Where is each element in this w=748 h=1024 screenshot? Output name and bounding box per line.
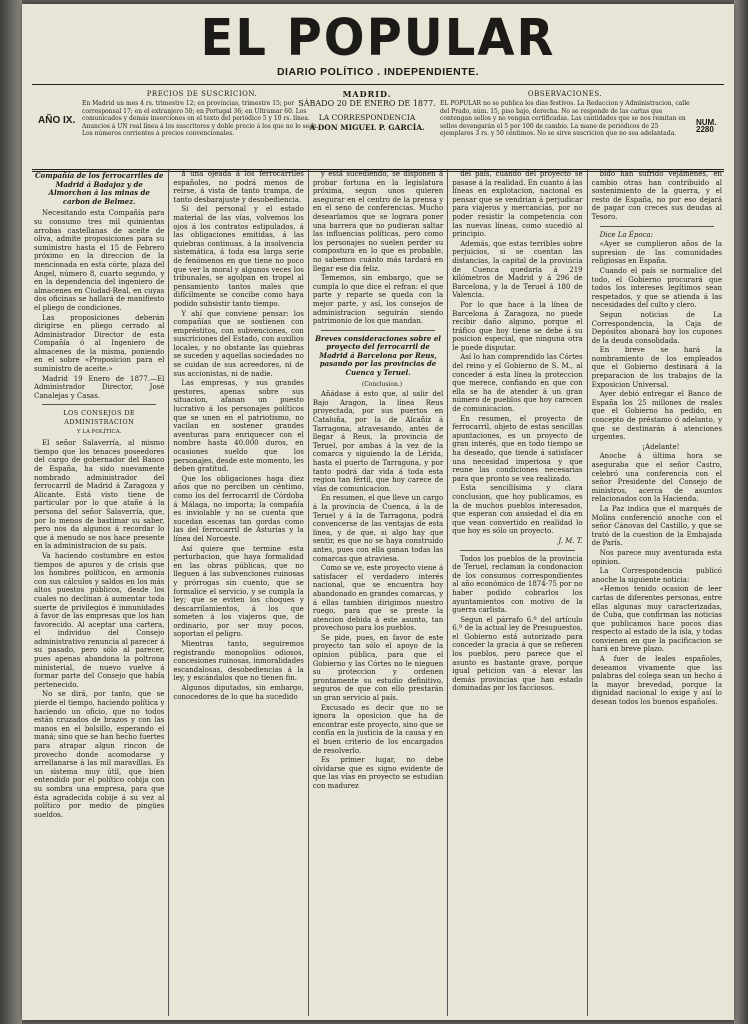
paragraph: Ayer debió entregar el Banco de España los 25 millones de reales que el Gobierno ha pedido, en concepto de préstamo ó adelanto, y que se destinarán á atenciones urgentes. [591, 390, 723, 442]
dateline-box [292, 91, 442, 132]
paragraph: bido han sufrido vejámenes, en cambio otras han contribuido al sostenimiento de la guerra, y el resto de España, no por eso dejará de pagar con creces sus deudas al Tesoro. [591, 170, 723, 221]
article-heading: Breves consideraciones sobre el proyecto del ferrocarril de Madrid á Barcelona por Reus, pasando por las provincias de Cuenca y Teruel. [315, 333, 441, 378]
paragraph: Por lo que hace á la línea de Barcelona á Zaragoza, no puede recibir daño alguno, porque el tráfico que hoy tiene se debe á su posicion especial, que ninguna otra le puede disputar. [452, 300, 583, 352]
paragraph: Todos los pueblos de la provincia de Teruel, reclaman la condonacion de los consumos correspondientes al año económico de 1874-75 por no haber podido cobrarlos los ayuntamientos con motivo de la guerra carlista. [452, 554, 583, 615]
paragraph: Es primer lugar, no debe olvidarse que es signo evidente de que las vías en proyecto se estudian con madurez [312, 756, 444, 790]
subscription-title: PRECIOS DE SUSCRICION. [146, 90, 258, 98]
info-bar [32, 91, 724, 165]
newspaper-page [22, 4, 734, 1020]
observations-text: EL POPULAR no se publica los dias festivos. La Redaccion y Administracion, calle del Prado, núm. 15, piso bajo, derecha. No se responde de las cartas que contengan sellos y no vengan certificadas. Las cantidades que se nos remitan en sellos devengarán el 5 por 100 de cambio. La mano de periódicos de 25 ejemplares 3 rs. y 50 céntimos. No se sirve suscricion que no sea adelantada. [440, 100, 690, 138]
page-edge-left [0, 0, 22, 1024]
subscription-text: En Madrid un mes 4 rs. trimestre 12; en provincias, trimestre 15; por corresponsal 17; en el extranjero 50; en Portugal 36; en Ultramar 60. Los comunicados y demás inserciones en el texto del periódico 5 y 10 rs. línea. Anuncios á UN real línea á los suscritores y doble precio á los que no lo sean. Los números corrientes á precios convencionales. [82, 100, 319, 138]
column-divider [42, 404, 156, 405]
paragraph: Tememos, sin embargo, que se cumpla lo que dice el refran: el que parte y reparte se queda con la mejor parte, y así, los consejos de administracion seguirán siendo patrimonio de los que mandan. [312, 274, 444, 326]
column-3 [309, 170, 448, 1016]
paragraph: Si del personal y el estado material de las vías, volvemos los ojos á los contratos estipulados, á las obligaciones emitidas, á las quiebras continuas, á la insolvencia sistemática, á toda esa larga serie de fenómenos en que tiene no poco que ver la moral y algunos veces los tribunales, se agolpan en tropel al pensamiento tantos males que difícilmente se concibe como haya podido subsistir tanto tiempo. [173, 205, 304, 308]
correspondence-label: LA CORRESPONDENCIA [318, 112, 416, 122]
article-columns [30, 170, 726, 1016]
paragraph: Necesitando esta Compañía para su consumo tres mil quinientas arrobas castellanas de aceite de oliva, admite proposiciones para su suministro hasta el 15 de Febrero próximo en la direccion de la mencionada en esta córte, plaza del Angel, número 8, cuarto segundo, y en la dependencia del ingeniero de almacenes en Ciudad-Real, en cuyas dos oficinas se hallará de manifiesto el pliego de condiciones. [34, 209, 165, 312]
newspaper-subtitle: DIARIO POLÍTICO . INDEPENDIENTE. [276, 66, 480, 78]
issue-number: NUM. 2280 [696, 118, 717, 135]
paragraph: y está sucediendo, se disponen á probar fortuna en la legislatura próxima, segun unos quieren asegurar en el centro de la prensa y en el seno de conferencias. Mucho desearíamos que se lograra poner una barrera que no pudieran saltar las influencias políticas, pero como los personajes no suelen perder su compostura en lo que es probable, no sabemos cuánto más tardará en llegar ese dia feliz. [312, 170, 444, 273]
paragraph: ¡Adelante! [642, 442, 680, 451]
observations-box [440, 91, 690, 137]
column-2 [169, 170, 308, 1016]
column-divider [460, 550, 574, 551]
paragraph: Va haciendo costumbre en estos tiempos de apuros y de crisis que los hombres políticos, en armonía con sus cálculos y saldos en los más altos puestos públicos, desde los cuales no declinan á aumentar toda suerte de privilegios é inmunidades á favor de las empresas que los han favorecido. Al aceptar una cartera, el individuo del Consejo administrativo renuncia al parecer á su pasado, pero sólo al parecer, pues apenas abandona la poltrona ministerial, de nuevo vuelve á formar parte del Consejo que había pertenecido. [34, 551, 165, 689]
paragraph: En resumen, el que lleve un cargo á la provincia de Cuenca, á la de Teruel y á la de Tarragona, podrá convencerse de las ventajas de esta linea, y de que, si algo hay que sentir, es que no se haya construido antes, pues con ella ganan todas las comarcas que atraviesa. [312, 494, 444, 563]
year-label: AÑO IX. [38, 115, 76, 126]
paragraph: Mientras tanto, seguiremos registrando monopolios odiosos, concesiones ruinosas, inmoralidades escandalosas, desobediencias á la ley, y escándalos que no tienen fin. [173, 640, 304, 683]
subscription-box [82, 91, 322, 137]
paragraph: Se pide, pues, en favor de este proyecto tan sólo el apoyo de la opinion pública, para que el Gobierno y las Córtes no le nieguen su proteccion y ordenen prontamente su estudio definitivo, seguros de que con ello prestarán un gran servicio al país. [312, 633, 444, 703]
paragraph: Que los obligaciones haga diez años que no perciben un céntimo, como los del ferrocarril de Córdoba á Málaga, no importa; la compañía es inviolable y no se cuenta que sucedan escenas tan gordas como las del ferrocarril de Asturias y la línea del Noroeste. [173, 474, 304, 543]
city: MADRID. [342, 89, 392, 99]
article-continuation: (Conclusion.) [361, 380, 403, 388]
paragraph: Esta sencillísima y clara conclusion, que hoy publicamos, es la de muchos pueblos interesados, que esperan con ansiedad el dia en que vean convertido en realidad lo que hoy es sólo un proyecto. [452, 484, 583, 536]
issue-date: SÁBADO 20 DE ENERO DE 1877. [298, 99, 436, 109]
section-heading: LOS CONSEJOS DE ADMINISTRACION [63, 409, 136, 427]
newspaper-title: EL POPULAR [200, 8, 556, 68]
article-signature: J. M. T. [558, 536, 583, 545]
paragraph: Así quiere que termine esta perturbacion, que haya formalidad en las obras públicas, que no lleguen á las subvenciones ruinosas y prórrogas sin cuento, que se formalice el servicio, y se cumpla la ley; que se eviten los choques y descarrilamientos, á los que someten á los viajeros que, de ordinario, por ser muy pocos, soportan el peligro. [173, 544, 304, 639]
column-divider [321, 330, 435, 331]
paragraph: La Paz indica que el marqués de Molins conferenció anoche con el señor Cánovas del Castillo, y que se trató de la cuestion de la Embajada de París. [591, 504, 723, 548]
paragraph: Como se ve, este proyecto viene á satisfacer el verdadero interés nacional, que se encuentra hoy abandonado en grandes comarcas, y á ellas tambien dirigimos nuestro ruego, para que se preste la atencion debida á este asunto, tan provechoso para los pueblos. [312, 564, 444, 633]
paragraph: Además, que estas terribles sobre perjuicios, si se cuentan las distancias, la capital de la provincia de Cuenca quedaria á 219 kilómetros de Madrid y á 296 de Barcelona, y la de Teruel á 180 de Valencia. [452, 239, 583, 300]
paragraph: Cuando el país se normalice del todo, el Gobierno procurará que todos los intereses legítimos sean respetados, y que se atienda á las necesidades del culto y clero. [591, 266, 723, 310]
paragraph: Las proposiciones deberán dirigirse en pliego cerrado al Administrador Director de esta Compañía ó al Ingeniero de almacenes de la misma, poniendo en el sobre «Proposicion para el suministro de aceite.» [34, 313, 165, 374]
paragraph: Nos parece muy aventurada esta opinion. [591, 548, 723, 566]
paragraph: Algunos diputados, sin embargo, conocedores de lo que ha sucedido [173, 684, 304, 701]
page-edge-right [734, 0, 748, 1024]
paragraph: A fuer de leales españoles, deseamos vivamente que las palabras del colega sean un hecho á la mayor brevedad, porque la dignidad nacional lo exige y así lo desean todos los buenos españoles. [591, 655, 723, 707]
paragraph: Así lo han comprendido las Córtes del reino y el Gobierno de S. M., al conceder á esta línea la proteccion que merece, confiando en que con ella se ha de atender á un gran número de pueblos que hoy carecen de comunicacion. [452, 353, 583, 414]
correspondence-addressee: Á DON MIGUEL P. GARCÍA. [309, 123, 425, 133]
paragraph: Excusado es decir que no se ignora la oposicion que ha de encontrar este proyecto, sino que se confía en la justicia de la causa y en el buen criterio de los encargados de resolverlo. [312, 703, 444, 755]
column-4 [448, 170, 587, 1016]
paragraph: del país, cuando del proyecto se pasase á la realidad. En cuanto á las líneas en explotacion, nacional es pensar que se vendrian á perjudicar para viajeros y mercancías, por no poder resistir la competencia con las nuevas líneas, como sucedió al principio. [452, 170, 583, 239]
section-subheading: Y LA POLÍTICA. [76, 428, 122, 435]
column-5 [588, 170, 726, 1016]
paragraph: Anoche á última hora se aseguraba que el señor Castro, celebró una conferencia con el señor Presidente del Consejo de ministros, acerca de asuntos relacionados con la Hacienda. [591, 452, 723, 504]
paragraph-lead: Dice La Época: [599, 230, 654, 239]
paragraph: La Correspondencia publicó anoche la siguiente noticia: [591, 567, 723, 584]
paragraph: El señor Salaverría, al mismo tiempo que los tenaces poseedores del cargo de gobernador del Banco de España, ha sido nuevamente nombrado administrador del ferrocarril de Madrid á Zaragoza y Alicante. Está visto tiene de particular por lo que atañe á la persona del señor Salaverría, que, por lo menos de bastimar su saber, pero nos da algunos á recordar lo que á menudo se nos hace presente en la administracion de su país. [34, 439, 165, 551]
masthead-rule [32, 84, 724, 85]
masthead [22, 4, 734, 78]
paragraph: En resumen, el proyecto de ferrocarril, objeto de estas sencillas apuntaciones, es un proyecto de gran interés, que en todo tiempo se ha deseado, que tiende á satisfacer una necesidad imperiosa y que reune las condiciones necesarias para que pronto se vea realizado. [452, 414, 583, 483]
paragraph: Y ahí que conviene pensar: los compañías que se sostienen con empréstitos, con subvenciones, con suscriciones del Estado, con auxilios locales, y no obstante las quiebras se suceden y aquellas sociedades no se cuidan de sus acreedores, ni de sus accionistas, ni de nadie. [173, 309, 304, 378]
paragraph: Segun noticias de La Correspondencia, la Caja de Depósitos abonará hoy los cupones de la deuda consolidada. [591, 310, 723, 345]
paragraph: Madrid 19 Enero de 1877.—El Administrador Director, José Canalejas y Casas. [34, 374, 165, 400]
column-1 [30, 170, 169, 1016]
paragraph: Las empresas, y sus grandes gestores, apenas sobre sus situacion, afanan un puesto lucrativo á los personajes políticos que se unen en el patriotismo, no vacilan en sostener grandes aventuras para enriquecer con el nombre hasta 40.000 duros, en ocasiones sueldo que los personajes, desde este momento, les deben gratitud. [173, 379, 304, 474]
article-heading: Compañía de los ferrocarriles de Madrid á Badajoz y de Almorchon á las minas de carbon de Belmez. [34, 171, 164, 206]
paragraph: á una ojeada á los ferrocarriles españoles, no podrá menos de reirse, á vista de tanto trampa, de tanto desbarajuste y desobediencia. [173, 170, 304, 204]
observations-title: OBSERVACIONES. [527, 90, 603, 98]
paragraph: Segun el párrafo 6.º del artículo 6.º de la actual ley de Presupuestos, el Gobierno está autorizado para conceder la gracia á que se refieren los pueblos, pero parece que el asunto es bastante grave, porque igual peticion van á elevar las demás provincias que han estado dominadas por los facciosos. [452, 615, 583, 693]
column-divider [600, 226, 714, 227]
paragraph: «Hemos tenido ocasion de leer cartas de diferentes personas, entre ellas algunas muy caracterizadas, de Cuba, que confirman las noticias que publicamos hace pocos dias respecto al estado de la isla, y todas convienen en que la pacificacion se hará en breve plazo. [591, 585, 723, 654]
paragraph: «Ayer se cumplieron años de la supresion de las comunidades religiosas en España. [591, 240, 723, 266]
paragraph: No se dirá, por tanto, que se pierde el tiempo, haciendo política y haciendo un oficio, que no todos están cruzados de brazos y con las manos en el bolsillo, esperando el maná; sino que se han hecho fuertes para atrapar algun rincon de provecho donde acomodarse y arrellanarse á las mil maravillas. Es un sistema muy útil, que bien entendido por el político cobija con su sombra una empresa, para que ésta agradecida cobije á su vez al político por medio de pingües sueldos. [34, 690, 165, 819]
paragraph: En breve se hará la nombramiento de los empleados que el Gobierno destinará á la preparacion de los trabajos de la Exposicion Universal. [591, 346, 723, 389]
paragraph: Añádase á esto que, al salir del Bajo Aragon, la línea Reus proyectada, por sus puertos en Cataluña, por la de Alcañiz á Tarragona, atravesando, antes de llegar á Reus, la provincia de Teruel, por ambas á la vez de la comarca y siguiendo la de Lérida, hasta el puerto de Tarragona, y por tanto podrá dar vida á toda esta region tan fértil, que hoy carece de vías de comunicacion. [312, 390, 444, 493]
